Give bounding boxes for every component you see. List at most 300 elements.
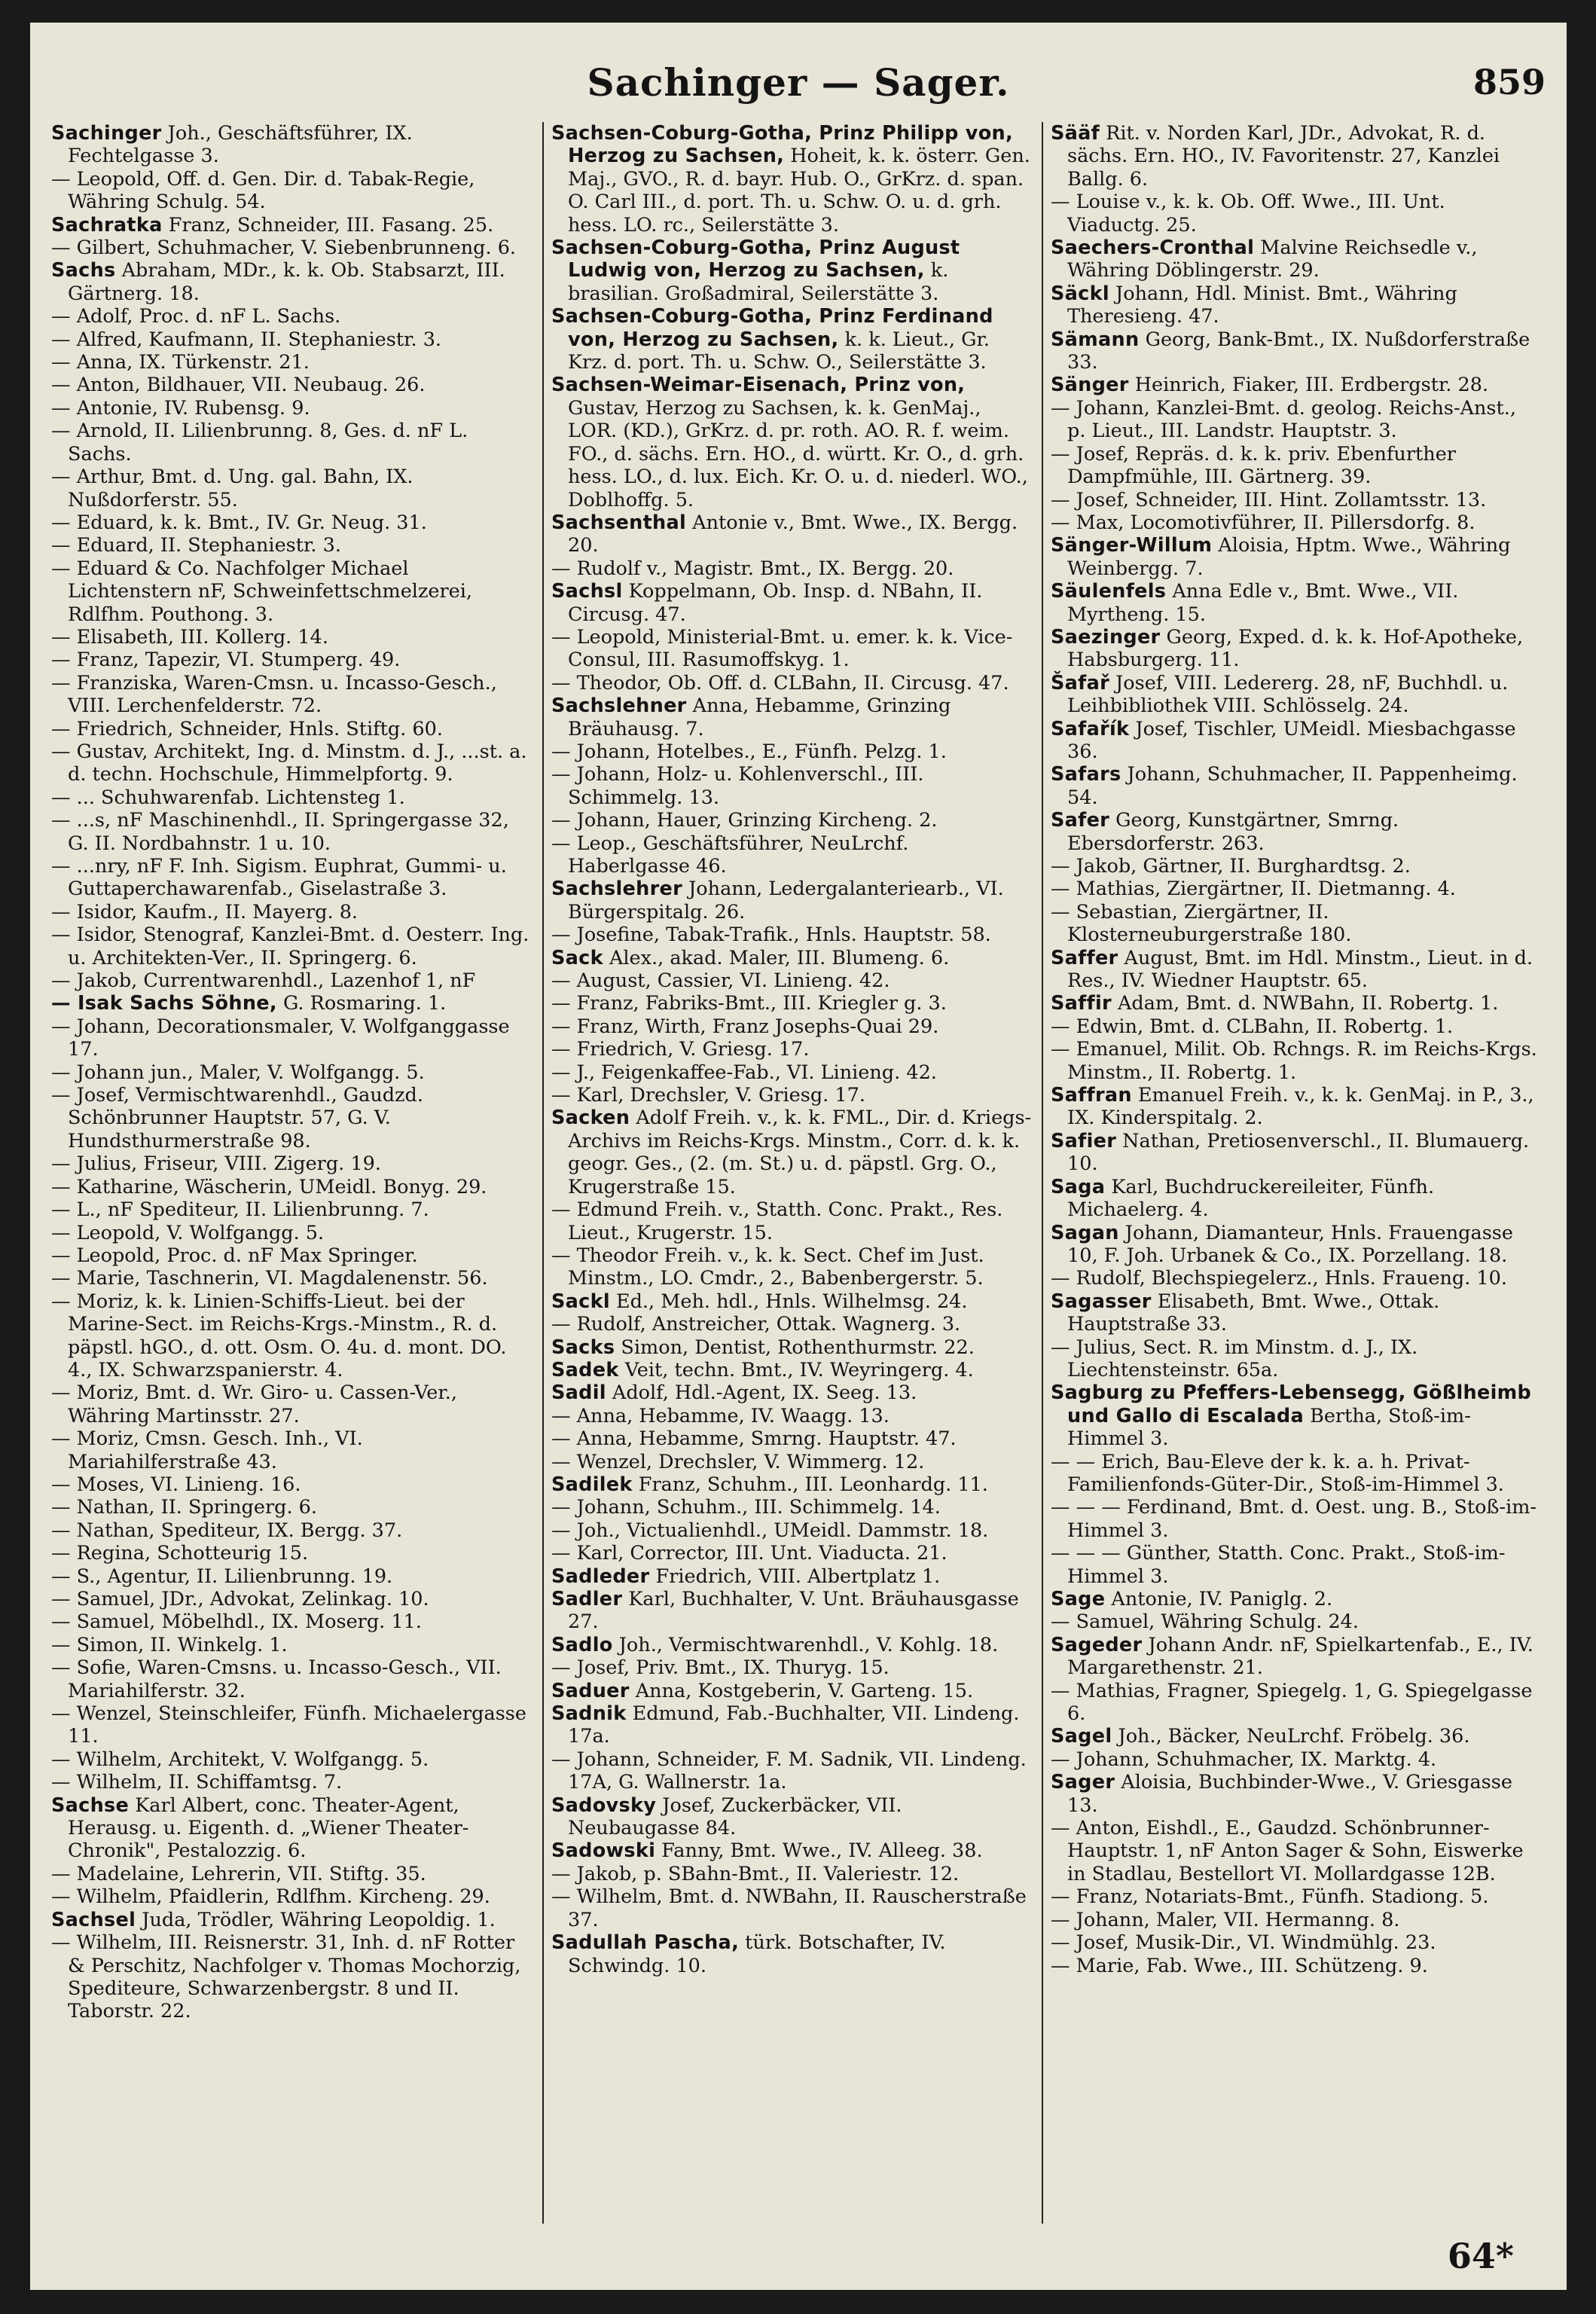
directory-entry xyxy=(551,1702,1033,1748)
directory-entry xyxy=(51,901,533,923)
directory-entry xyxy=(51,1381,533,1427)
entry-text: Johann, Hdl. Minist. Bmt., Währing Theresieng. 47. xyxy=(1067,282,1457,328)
entry-text: Malvine Reichsedle v., Währing Döblingerstr. 29. xyxy=(1067,237,1478,282)
directory-entry xyxy=(1051,443,1540,489)
directory-entry xyxy=(1051,397,1540,443)
directory-entry xyxy=(51,992,533,1015)
entry-text: Simon, Dentist, Rothenthurmstr. 22. xyxy=(615,1336,975,1359)
directory-entry xyxy=(51,1519,533,1542)
entry-text: — Johann, Hotelbes., E., Fünfh. Pelzg. 1. xyxy=(551,740,947,763)
directory-entry xyxy=(551,1542,1033,1565)
directory-entry xyxy=(551,1680,1033,1702)
directory-entry xyxy=(51,420,533,466)
directory-entry xyxy=(1051,855,1540,878)
entry-headword: Sachsen-Coburg-Gotha, Prinz Philipp von, Herzog zu Sachsen, xyxy=(551,122,1013,168)
entry-text: — Antonie, IV. Rubensg. 9. xyxy=(51,396,310,420)
directory-entry xyxy=(51,557,533,626)
directory-entry xyxy=(551,1405,1033,1427)
entry-text: — — — Günther, Statth. Conc. Prakt., Stoß-im-Himmel 3. xyxy=(1051,1542,1506,1588)
entry-text: Joh., Geschäftsführer, IX. Fechtelgasse 3. xyxy=(68,122,413,168)
entry-text: — Wilhelm, Bmt. d. NWBahn, II. Rauscherstraße 37. xyxy=(551,1885,1027,1931)
directory-entry xyxy=(551,947,1033,969)
directory-entry xyxy=(1051,122,1540,191)
directory-entry xyxy=(1051,1748,1540,1771)
directory-entry xyxy=(551,1015,1033,1038)
entry-text: Heinrich, Fiaker, III. Erdbergstr. 28. xyxy=(1128,374,1489,397)
column-3 xyxy=(1051,122,1540,2216)
entry-text: — Josef, Schneider, III. Hint. Zollamtsstr. 13. xyxy=(1051,488,1487,511)
directory-entry xyxy=(51,1863,533,1885)
entry-headword: Safars xyxy=(1051,763,1121,786)
directory-entry xyxy=(51,718,533,740)
entry-text: — Franziska, Waren-Cmsn. u. Incasso-Gesch., VIII. Lerchenfelderstr. 72. xyxy=(51,671,497,718)
page-number: 859 xyxy=(1472,62,1546,102)
directory-entry xyxy=(1051,191,1540,237)
entry-text: — Theodor Freih. v., k. k. Sect. Chef im Just. Minstm., LO. Cmdr., 2., Babenbergerstr. 5. xyxy=(551,1244,984,1290)
entry-text: — Anton, Eishdl., E., Gaudzd. Schönbrunner-Hauptstr. 1, nF Anton Sager & Sohn, Eiswerke in Stadlau, Bestellort VI. Mollardgasse 12B. xyxy=(1051,1817,1524,1885)
entry-text: — — Erich, Bau-Eleve der k. k. a. h. Privat-Familienfonds-Güter-Dir., Stoß-im-Himmel 3. xyxy=(1051,1450,1504,1496)
entry-text: — Marie, Taschnerin, VI. Magdalenenstr. 56. xyxy=(51,1267,488,1290)
entry-text: Georg, Kunstgärtner, Smrng. Ebersdorferstr. 263. xyxy=(1067,809,1399,855)
running-head: Sachinger — Sager. xyxy=(587,60,1010,105)
entry-text: — Eduard, k. k. Bmt., IV. Gr. Neug. 31. xyxy=(51,511,427,534)
directory-entry xyxy=(551,672,1033,695)
entry-text: — Franz, Tapezir, VI. Stumperg. 49. xyxy=(51,649,401,672)
entry-text: Edmund, Fab.-Buchhalter, VII. Lindeng. 17a. xyxy=(568,1702,1020,1748)
entry-text: Josef, Tischler, UMeidl. Miesbachgasse 36. xyxy=(1067,717,1516,763)
directory-entry xyxy=(1051,1451,1540,1497)
entry-text: — Leop., Geschäftsführer, NeuLrchf. Haberlgasse 46. xyxy=(551,832,909,878)
entry-text: — Johann, Maler, VII. Hermanng. 8. xyxy=(1051,1908,1400,1931)
directory-entry xyxy=(1051,1381,1540,1450)
entry-headword: Saduer xyxy=(551,1679,630,1702)
directory-entry xyxy=(51,786,533,809)
entry-text: Josef, Zuckerbäcker, VII. Neubaugasse 84. xyxy=(568,1794,902,1840)
directory-entry xyxy=(51,740,533,786)
directory-entry xyxy=(1051,672,1540,718)
directory-entry xyxy=(551,557,1033,580)
directory-entry xyxy=(1051,534,1540,580)
entry-headword: Sack xyxy=(551,946,603,969)
entry-text: — Madelaine, Lehrerin, VII. Stiftg. 35. xyxy=(51,1862,426,1885)
directory-entry xyxy=(551,763,1033,809)
directory-entry xyxy=(1051,1955,1540,1977)
entry-text: — Anna, Hebamme, IV. Waagg. 13. xyxy=(551,1404,890,1427)
directory-entry xyxy=(551,923,1033,946)
entry-text: Veit, techn. Bmt., IV. Weyringerg. 4. xyxy=(618,1358,974,1381)
directory-entry xyxy=(551,1038,1033,1061)
entry-text: — Jakob, p. SBahn-Bmt., II. Valeriestr. 12. xyxy=(551,1862,960,1885)
column-1 xyxy=(51,122,533,2216)
entry-text: — L., nF Spediteur, II. Lilienbrunng. 7. xyxy=(51,1198,429,1222)
directory-entry xyxy=(1051,947,1540,993)
entry-text: Friedrich, VIII. Albertplatz 1. xyxy=(649,1565,941,1588)
directory-entry xyxy=(1051,489,1540,511)
entry-text: — Wilhelm, III. Reisnerstr. 31, Inh. d. nF Rotter & Perschitz, Nachfolger v. Thomas Mochorzig, Spediteure, Schwarzenbergstr. 8 und II. Taborstr. 22. xyxy=(51,1931,521,2023)
directory-entry xyxy=(551,1061,1033,1084)
entry-text: — Johann, Decorationsmaler, V. Wolfganggasse 17. xyxy=(51,1015,510,1061)
entry-text: — Joh., Victualienhdl., UMeidl. Dammstr. 18. xyxy=(551,1519,989,1542)
directory-entry xyxy=(51,1061,533,1084)
directory-entry xyxy=(1051,809,1540,855)
entry-text: — Sofie, Waren-Cmsns. u. Incasso-Gesch., VII. Mariahilferstr. 32. xyxy=(51,1656,502,1702)
entry-text: — Josef, Priv. Bmt., IX. Thuryg. 15. xyxy=(551,1656,890,1680)
directory-entry xyxy=(1051,1588,1540,1610)
entry-headword: Sagan xyxy=(1051,1221,1119,1244)
entry-text: — Josef, Repräs. d. k. k. priv. Ebenfurther Dampfmühle, III. Gärtnerg. 39. xyxy=(1051,442,1456,489)
entry-headword: Sachsen-Coburg-Gotha, Prinz Ferdinand von, Herzog zu Sachsen, xyxy=(551,305,993,351)
entry-headword: Sachsl xyxy=(551,580,623,603)
entry-text: — Eduard, II. Stephaniestr. 3. xyxy=(51,534,341,557)
entry-text: Josef, VIII. Ledererg. 28, nF, Buchhdl. u. Leihbibliothek VIII. Schlösselg. 24. xyxy=(1067,671,1509,718)
directory-entry xyxy=(51,511,533,534)
directory-entry xyxy=(51,168,533,214)
directory-entry xyxy=(551,1748,1033,1794)
entry-headword: Saechers-Cronthal xyxy=(1051,237,1255,260)
entry-text: Antonie, IV. Paniglg. 2. xyxy=(1105,1588,1333,1610)
entry-text: Juda, Trödler, Währing Leopoldig. 1. xyxy=(136,1908,496,1931)
entry-headword: Sachsel xyxy=(51,1908,136,1931)
entry-headword: Sachslehner xyxy=(551,695,687,718)
directory-entry xyxy=(551,1451,1033,1473)
entry-text: — Edmund Freih. v., Statth. Conc. Prakt., Res. Lieut., Krugerstr. 15. xyxy=(551,1198,1003,1244)
directory-entry xyxy=(551,1588,1033,1634)
entry-text: Anna, Hebamme, Grinzing Bräuhausg. 7. xyxy=(568,695,951,740)
entry-text: — Arnold, II. Lilienbrunng. 8, Ges. d. nF L. Sachs. xyxy=(51,420,468,466)
entry-headword: Sadlo xyxy=(551,1633,613,1656)
entry-headword: Safařík xyxy=(1051,717,1130,740)
entry-text: — Moriz, Bmt. d. Wr. Giro- u. Cassen-Ver., Währing Martinsstr. 27. xyxy=(51,1381,457,1427)
entry-headword: Sagburg zu Pfeffers-Lebensegg, Gößlheimb und Gallo di Escalada xyxy=(1051,1381,1532,1427)
entry-text: — Moriz, Cmsn. Gesch. Inh., VI. Mariahilferstraße 43. xyxy=(51,1427,363,1473)
directory-entry xyxy=(551,1290,1033,1313)
entry-headword: — Isak Sachs Söhne, xyxy=(51,992,277,1015)
directory-entry xyxy=(51,214,533,237)
directory-entry xyxy=(1051,1290,1540,1336)
directory-entry xyxy=(551,1565,1033,1588)
entry-headword: Sacks xyxy=(551,1336,615,1359)
entry-text: — Johann, Kanzlei-Bmt. d. geolog. Reichs-Anst., p. Lieut., III. Landstr. Hauptstr. 3. xyxy=(1051,396,1516,443)
entry-text: — Edwin, Bmt. d. CLBahn, II. Robertg. 1. xyxy=(1051,1015,1454,1038)
entry-text: — Isidor, Kaufm., II. Mayerg. 8. xyxy=(51,900,359,923)
entry-headword: Saga xyxy=(1051,1175,1106,1198)
entry-headword: Sadowski xyxy=(551,1839,656,1863)
entry-headword: Saffir xyxy=(1051,992,1112,1015)
directory-entry xyxy=(1051,580,1540,626)
entry-text: k. k. Lieut., Gr. Krz. d. port. Th. u. Schw. O., Seilerstätte 3. xyxy=(568,328,990,374)
entry-text: Franz, Schneider, III. Fasang. 25. xyxy=(162,213,494,237)
directory-entry xyxy=(51,855,533,901)
entry-text: — Wilhelm, Pfaidlerin, Rdlfhm. Kircheng. 29. xyxy=(51,1885,490,1909)
directory-entry xyxy=(551,1359,1033,1381)
entry-text: Karl Albert, conc. Theater-Agent, Herausg. u. Eigenth. d. „Wiener Theater-Chronik", Pestalozzig. 6. xyxy=(68,1794,469,1863)
entry-text: — Franz, Notariats-Bmt., Fünfh. Stadiong. 5. xyxy=(1051,1885,1489,1909)
entry-text: Anna Edle v., Bmt. Wwe., VII. Myrtheng. 15. xyxy=(1067,580,1459,626)
directory-entry xyxy=(1051,1084,1540,1130)
entry-headword: Sagasser xyxy=(1051,1290,1152,1313)
directory-entry xyxy=(1051,374,1540,396)
entry-text: — Josefine, Tabak-Trafik., Hnls. Hauptstr. 58. xyxy=(551,923,991,947)
entry-headword: Sachsen-Coburg-Gotha, Prinz August Ludwig von, Herzog zu Sachsen, xyxy=(551,237,960,282)
directory-entry xyxy=(551,1313,1033,1336)
directory-entry xyxy=(551,878,1033,923)
entry-text: — S., Agentur, II. Lilienbrunng. 19. xyxy=(51,1565,393,1588)
directory-entry xyxy=(51,534,533,557)
entry-headword: Sadilek xyxy=(551,1473,633,1496)
directory-entry xyxy=(551,740,1033,763)
entry-text: — Max, Locomotivführer, II. Pillersdorfg. 8. xyxy=(1051,511,1475,534)
entry-headword: Sänger-Willum xyxy=(1051,534,1213,557)
entry-text: — ...s, nF Maschinenhdl., II. Springergasse 32, G. II. Nordbahnstr. 1 u. 10. xyxy=(51,809,509,855)
directory-entry xyxy=(51,969,533,992)
column-divider xyxy=(542,122,544,2224)
entry-headword: Sadovsky xyxy=(551,1794,657,1817)
entry-headword: Sagel xyxy=(1051,1725,1112,1748)
directory-entry xyxy=(1051,1542,1540,1588)
directory-entry xyxy=(1051,1176,1540,1222)
entry-text: — Anna, IX. Türkenstr. 21. xyxy=(51,351,310,374)
directory-entry xyxy=(51,397,533,420)
entry-text: — Moriz, k. k. Linien-Schiffs-Lieut. bei der Marine-Sect. im Reichs-Krgs.-Minstm., R. d. päpstl. hGO., d. ott. Osm. O. 4u. d. mont. DO. 4., IX. Schwarzspanierstr. 4. xyxy=(51,1290,507,1381)
entry-text: — Wilhelm, Architekt, V. Wolfgangg. 5. xyxy=(51,1748,429,1771)
directory-entry xyxy=(51,1496,533,1519)
directory-entry xyxy=(551,1473,1033,1496)
entry-text: Franz, Schuhm., III. Leonhardg. 11. xyxy=(632,1473,988,1496)
directory-entry xyxy=(551,1336,1033,1359)
directory-entry xyxy=(551,695,1033,740)
entry-text: — Moses, VI. Linieng. 16. xyxy=(51,1473,301,1496)
directory-entry xyxy=(51,1610,533,1633)
directory-entry xyxy=(551,832,1033,878)
entry-text: — Karl, Drechsler, V. Griesg. 17. xyxy=(551,1084,865,1107)
directory-entry xyxy=(1051,237,1540,282)
entry-text: — Johann, Holz- u. Kohlenverschl., III. Schimmelg. 13. xyxy=(551,763,924,809)
directory-entry xyxy=(51,1176,533,1198)
entry-text: — Julius, Sect. R. im Minstm. d. J., IX. Liechtensteinstr. 65a. xyxy=(1051,1336,1418,1381)
directory-entry xyxy=(551,1885,1033,1931)
directory-entry xyxy=(51,259,533,305)
entry-headword: Sadil xyxy=(551,1381,606,1405)
entry-text: Fanny, Bmt. Wwe., IV. Alleeg. 38. xyxy=(655,1839,983,1863)
directory-entry xyxy=(51,1794,533,1863)
directory-entry xyxy=(51,1565,533,1588)
entry-text: — Nathan, Spediteur, IX. Bergg. 37. xyxy=(51,1519,403,1542)
entry-text: — Leopold, Off. d. Gen. Dir. d. Tabak-Regie, Währing Schulg. 54. xyxy=(51,167,475,214)
directory-entry xyxy=(1051,992,1540,1015)
entry-headword: Sackl xyxy=(551,1290,610,1313)
directory-entry xyxy=(51,1771,533,1794)
directory-entry xyxy=(1051,1610,1540,1633)
directory-entry xyxy=(1051,626,1540,672)
entry-text: — Simon, II. Winkelg. 1. xyxy=(51,1633,288,1656)
entry-text: — Johann, Schneider, F. M. Sadnik, VII. Lindeng. 17A, G. Wallnerstr. 1a. xyxy=(551,1748,1027,1794)
entry-text: — ... Schuhwarenfab. Lichtensteg 1. xyxy=(51,786,405,809)
directory-entry xyxy=(51,1290,533,1382)
directory-entry xyxy=(551,992,1033,1015)
entry-text: — Elisabeth, III. Kollerg. 14. xyxy=(51,625,328,649)
entry-text: Elisabeth, Bmt. Wwe., Ottak. Hauptstraße 33. xyxy=(1067,1290,1440,1336)
directory-entry xyxy=(51,1931,533,2023)
directory-entry xyxy=(1051,718,1540,764)
entry-text: — Gustav, Architekt, Ing. d. Minstm. d. J., ...st. a. d. techn. Hochschule, Himmelpfortg. 9. xyxy=(51,740,527,786)
directory-entry xyxy=(551,1839,1033,1862)
entry-text: — August, Cassier, VI. Linieng. 42. xyxy=(551,969,890,993)
directory-entry xyxy=(1051,1771,1540,1817)
directory-entry xyxy=(1051,1680,1540,1726)
directory-entry xyxy=(51,1267,533,1290)
entry-headword: Sage xyxy=(1051,1588,1106,1610)
directory-entry xyxy=(551,1107,1033,1198)
directory-entry xyxy=(1051,282,1540,328)
entry-text: Johann Andr. nF, Spielkartenfab., E., IV. Margarethenstr. 21. xyxy=(1067,1633,1533,1680)
directory-entry xyxy=(1051,1634,1540,1680)
entry-text: — Arthur, Bmt. d. Ung. gal. Bahn, IX. Nußdorferstr. 55. xyxy=(51,466,413,511)
entry-text: Johann, Diamanteur, Hnls. Frauengasse 10, F. Joh. Urbanek & Co., IX. Porzellang. 18. xyxy=(1067,1221,1513,1267)
directory-entry xyxy=(1051,1130,1540,1176)
entry-text: Karl, Buchhalter, V. Unt. Bräuhausgasse 27. xyxy=(568,1588,1019,1634)
entry-text: — — — Ferdinand, Bmt. d. Oest. ung. B., Stoß-im-Himmel 3. xyxy=(1051,1496,1537,1542)
entry-text: — Regina, Schotteurig 15. xyxy=(51,1542,309,1565)
entry-text: k. brasilian. Großadmiral, Seilerstätte 3. xyxy=(568,259,949,305)
entry-text: August, Bmt. im Hdl. Minstm., Lieut. in d. Res., IV. Wiedner Hauptstr. 65. xyxy=(1067,946,1533,993)
directory-entry xyxy=(51,1084,533,1152)
directory-entry xyxy=(51,1885,533,1908)
directory-entry xyxy=(551,374,1033,511)
entry-text: — Franz, Fabriks-Bmt., III. Kriegler g. 3. xyxy=(551,992,947,1015)
directory-entry xyxy=(551,1634,1033,1656)
entry-text: — Sebastian, Ziergärtner, II. Klosterneuburgerstraße 180. xyxy=(1051,900,1352,947)
directory-entry xyxy=(51,328,533,351)
entry-headword: Safier xyxy=(1051,1129,1117,1152)
entry-text: — Wenzel, Drechsler, V. Wimmerg. 12. xyxy=(551,1450,925,1473)
directory-entry xyxy=(51,1542,533,1565)
entry-text: — Alfred, Kaufmann, II. Stephaniestr. 3. xyxy=(51,328,442,351)
directory-entry xyxy=(51,1588,533,1610)
entry-text: — Anna, Hebamme, Smrng. Hauptstr. 47. xyxy=(551,1427,957,1451)
directory-entry xyxy=(51,374,533,396)
entry-headword: Säckl xyxy=(1051,282,1109,305)
directory-entry xyxy=(51,466,533,511)
entry-headword: Sadleder xyxy=(551,1565,650,1588)
entry-text: — Samuel, JDr., Advokat, Zelinkag. 10. xyxy=(51,1588,429,1610)
directory-entry xyxy=(551,1381,1033,1404)
directory-entry xyxy=(551,122,1033,237)
entry-headword: Safer xyxy=(1051,809,1110,832)
directory-entry xyxy=(51,1702,533,1748)
entry-text: — Rudolf, Blechspiegelerz., Hnls. Fraueng. 10. xyxy=(1051,1267,1507,1290)
entry-headword: Sacken xyxy=(551,1107,630,1130)
directory-entry xyxy=(551,1084,1033,1107)
entry-text: — Nathan, II. Springerg. 6. xyxy=(51,1496,318,1519)
entry-headword: Sachsen-Weimar-Eisenach, Prinz von, xyxy=(551,374,966,397)
directory-entry xyxy=(1051,1267,1540,1290)
entry-text: — Josef, Vermischtwarenhdl., Gaudzd. Schönbrunner Hauptstr. 57, G. V. Hundsthurmerstraße 98. xyxy=(51,1084,423,1152)
directory-entry xyxy=(51,1473,533,1496)
directory-entry xyxy=(1051,1817,1540,1885)
entry-text: — Leopold, V. Wolfgangg. 5. xyxy=(51,1221,325,1244)
column-divider xyxy=(1042,122,1043,2224)
directory-entry xyxy=(551,580,1033,626)
directory-entry xyxy=(551,1496,1033,1519)
directory-entry xyxy=(1051,901,1540,947)
directory-entry xyxy=(51,1222,533,1244)
entry-headword: Sämann xyxy=(1051,328,1140,351)
directory-entry xyxy=(551,626,1033,672)
directory-entry xyxy=(551,1794,1033,1840)
entry-text: — Theodor, Ob. Off. d. CLBahn, II. Circusg. 47. xyxy=(551,671,1009,695)
entry-headword: Sageder xyxy=(1051,1633,1143,1656)
directory-entry xyxy=(551,1863,1033,1885)
entry-text: — Jakob, Gärtner, II. Burghardtsg. 2. xyxy=(1051,855,1411,878)
directory-entry xyxy=(551,1244,1033,1290)
entry-text: — Eduard & Co. Nachfolger Michael Lichtenstern nF, Schweinfettschmelzerei, Rdlfhm. Pouthong. 3. xyxy=(51,557,473,626)
entry-text: G. Rosmaring. 1. xyxy=(276,992,447,1015)
entry-text: — Isidor, Stenograf, Kanzlei-Bmt. d. Oesterr. Ing. u. Architekten-Ver., II. Springerg. 6. xyxy=(51,923,529,969)
directory-entry xyxy=(51,626,533,649)
entry-text: Johann, Schuhmacher, II. Pappenheimg. 54. xyxy=(1067,763,1518,809)
entry-text: — Gilbert, Schuhmacher, V. Siebenbrunneng. 6. xyxy=(51,237,517,260)
entry-headword: Sääf xyxy=(1051,122,1100,145)
directory-entry xyxy=(51,305,533,328)
directory-entry xyxy=(1051,511,1540,534)
entry-headword: Saffer xyxy=(1051,946,1118,969)
entry-text: — Julius, Friseur, VIII. Zigerg. 19. xyxy=(51,1152,381,1176)
entry-text: Aloisia, Hptm. Wwe., Währing Weinbergg. 7. xyxy=(1067,534,1511,580)
directory-entry xyxy=(51,1427,533,1473)
entry-headword: Sadnik xyxy=(551,1702,627,1726)
entry-text: — J., Feigenkaffee-Fab., VI. Linieng. 42. xyxy=(551,1061,937,1084)
signature-mark: 64* xyxy=(1447,2236,1514,2276)
directory-entry xyxy=(1051,1496,1540,1542)
entry-text: türk. Botschafter, IV. Schwindg. 10. xyxy=(568,1931,946,1977)
entry-text: — Johann, Schuhmacher, IX. Marktg. 4. xyxy=(1051,1748,1437,1771)
entry-text: — Josef, Musik-Dir., VI. Windmühlg. 23. xyxy=(1051,1931,1436,1955)
entry-text: — Rudolf v., Magistr. Bmt., IX. Bergg. 20. xyxy=(551,557,954,580)
entry-text: Georg, Bank-Bmt., IX. Nußdorferstraße 33. xyxy=(1067,328,1530,374)
directory-entry xyxy=(51,923,533,969)
entry-text: — Mathias, Ziergärtner, II. Dietmanng. 4. xyxy=(1051,878,1456,901)
entry-text: Georg, Exped. d. k. k. Hof-Apotheke, Habsburgerg. 11. xyxy=(1067,625,1524,672)
directory-entry xyxy=(551,305,1033,374)
entry-text: — Leopold, Ministerial-Bmt. u. emer. k. k. Vice-Consul, III. Rasumoffskyg. 1. xyxy=(551,625,1013,672)
directory-entry xyxy=(51,1748,533,1771)
entry-text: — Adolf, Proc. d. nF L. Sachs. xyxy=(51,305,341,328)
entry-headword: Sänger xyxy=(1051,374,1129,397)
entry-headword: Sadek xyxy=(551,1358,619,1381)
entry-headword: Sachslehrer xyxy=(551,878,682,901)
entry-text: — Wilhelm, II. Schiffamtsg. 7. xyxy=(51,1771,343,1794)
directory-entry xyxy=(551,1656,1033,1679)
entry-text: Anna, Kostgeberin, V. Garteng. 15. xyxy=(629,1679,974,1702)
entry-headword: Sadler xyxy=(551,1588,623,1610)
directory-entry xyxy=(1051,1222,1540,1268)
directory-entry xyxy=(1051,1336,1540,1382)
entry-text: — Johann, Schuhm., III. Schimmelg. 14. xyxy=(551,1496,941,1519)
entry-headword: Sachinger xyxy=(51,122,162,145)
entry-text: — ...nry, nF F. Inh. Sigism. Euphrat, Gummi- u. Guttaperchawarenfab., Giselastraße 3. xyxy=(51,855,507,901)
directory-entry xyxy=(1051,1725,1540,1748)
directory-entry xyxy=(51,1634,533,1656)
entry-headword: Sachratka xyxy=(51,213,163,237)
entry-headword: Saezinger xyxy=(1051,625,1161,649)
entry-text: — Marie, Fab. Wwe., III. Schützeng. 9. xyxy=(1051,1954,1428,1977)
entry-headword: Sachse xyxy=(51,1794,130,1817)
directory-entry xyxy=(551,1931,1033,1977)
entry-text: Aloisia, Buchbinder-Wwe., V. Griesgasse 13. xyxy=(1067,1771,1512,1817)
entry-text: Johann, Ledergalanteriearb., VI. Bürgerspitalg. 26. xyxy=(568,878,1004,923)
entry-headword: Sachsenthal xyxy=(551,511,687,534)
entry-text: — Johann jun., Maler, V. Wolfgangg. 5. xyxy=(51,1061,425,1084)
